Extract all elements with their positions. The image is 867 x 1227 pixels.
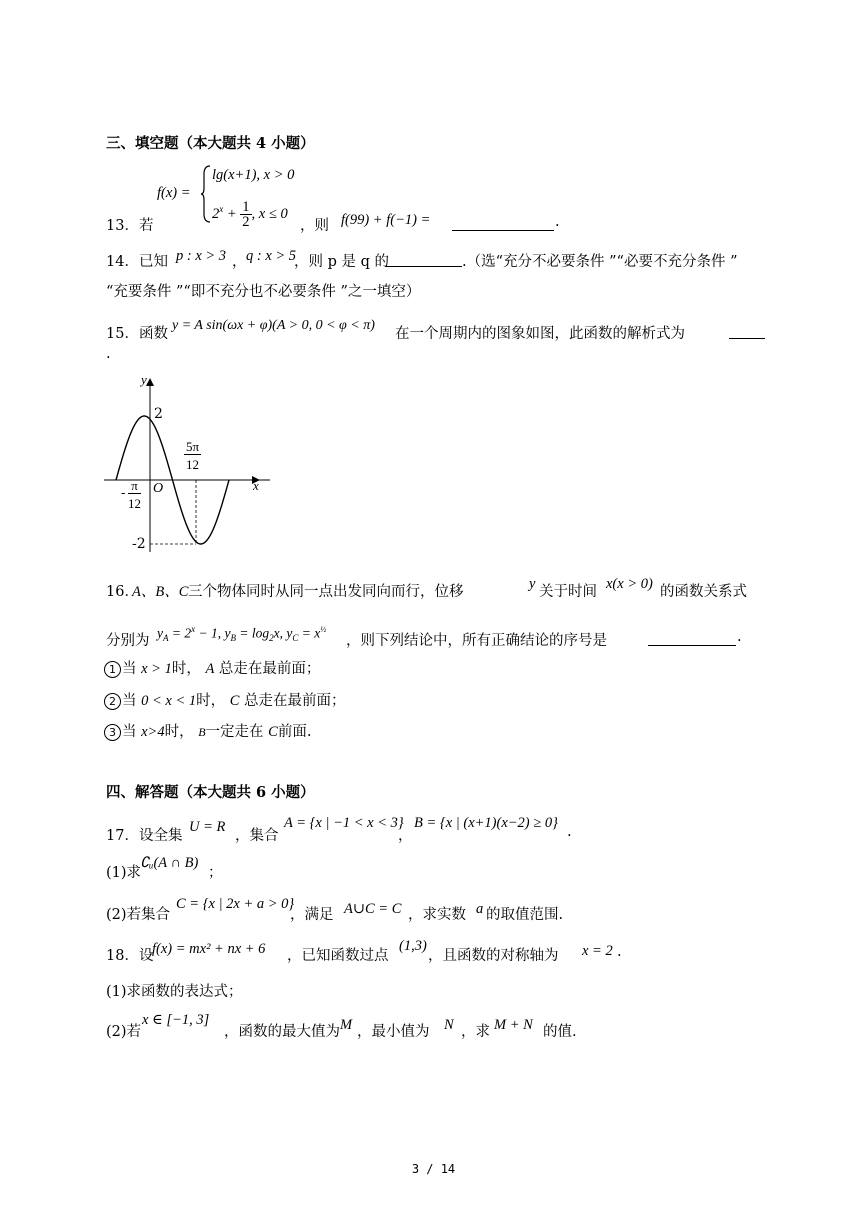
q16-end: . [737,629,742,645]
q18-part2b: ，函数的最大值为 [224,1024,340,1040]
q16-line1d: 的函数关系式 [660,584,747,600]
q18-number: 18．设 [106,948,154,964]
graph-min-label: -2 [132,536,146,552]
q18-range: x ∈ [−1, 3] [142,1012,210,1028]
q16-line1b: 三个物体同时从同一点出发同向而行，位移 [188,584,464,600]
q14-number: 14．已知 [106,254,168,270]
q18-part2a: (2)若 [106,1024,142,1040]
q13-then: ，则 [300,218,329,234]
q15-end: . [106,346,111,362]
q13-brace [200,164,212,224]
q15-answer-blank [729,324,765,339]
q18-line1c: ，且函数的对称轴为 [428,948,559,964]
q17-end: . [567,824,572,840]
q18-part2e: 的值. [543,1024,577,1040]
graph-left-tick-sign: - [121,486,126,501]
q13-fx: f(x) = [157,185,191,201]
q18-part1: (1)求函数的表达式； [106,984,243,1000]
q17-part2b: ，满足 [290,907,334,923]
q14-mid: ，则 p 是 q 的 [294,254,390,270]
q14-tail: .（选“充分不必要条件 ”“必要不充分条件 ” [462,254,738,270]
q13-end: . [555,214,560,230]
q17-line1b: ，集合 [235,828,279,844]
q16-abc: A、B、C [132,584,189,600]
q14-answer-blank [386,252,462,267]
q16-line2a: 分别为 [106,633,150,649]
q13-expression: f(99) + f(−1) = [341,212,431,228]
q17-part1b: ； [208,865,223,881]
q17-part1-expr: ∁ᵤ(A ∩ B) [140,855,199,871]
q18-m: M [340,1017,353,1033]
q18-line1b: ，已知函数过点 [287,948,389,964]
q16-formula: $y_A = 2^x - 1$, $y_B = \log_2x$, $y_C = x^{\frac{1}{2}}$ [157,624,327,644]
page-number: 3 / 14 [411,1162,456,1176]
q17-comma: ， [398,828,413,844]
graph-x-label: x [253,478,259,493]
q18-axis: x = 2 [582,943,613,959]
q17-set-a: A = {x | −1 < x < 3} [284,815,404,831]
q17-part2a: (2)若集合 [106,907,171,923]
q16-line1c: 关于时间 [539,584,597,600]
q18-part2d: ，求 [461,1024,490,1040]
q17-set-b: B = {x | (x+1)(x−2) ≥ 0} [414,815,558,831]
section-4-heading: 四、解答题（本大题共 6 小题） [106,784,315,801]
q14-p: p : x > 3 [176,248,227,264]
q17-part2c: ，求实数 [408,907,466,923]
q17-set-c: C = {x | 2x + a > 0} [176,896,295,912]
q15-number: 15．函数 [106,326,168,342]
graph-right-tick-label: $\frac{5\pi}{12}$ [186,439,200,472]
q15-text: 在一个周期内的图象如图，此函数的解析式为 [395,326,685,342]
q13-case2: 2$^x$ + $\frac{1}{2}$ , x ≤ 0 [212,199,288,230]
q16-item-2: 2 当 0 < x < 1时， C 总走在最前面； [104,689,346,710]
q15-formula: y = A sin(ωx + φ)(A > 0, 0 < φ < π) [172,318,375,333]
q18-sum: M + N [494,1017,533,1033]
q18-point: (1,3) [399,938,427,954]
q16-item-1: 1 当 x > 1时， A 总走在最前面； [104,657,320,678]
q18-part2c: ，最小值为 [357,1024,430,1040]
q14-line2: “充要条件 ”“即不充分也不必要条件 ”之一填空） [106,284,421,300]
q16-xcond: x(x > 0) [606,576,653,592]
q13-case1: lg(x+1), x > 0 [212,167,295,183]
q17-condition: A∪C = C [344,901,402,917]
q17-part1a: (1)求 [106,865,142,881]
q18-end: . [617,944,622,960]
q16-line2b: ，则下列结论中，所有正确结论的序号是 [346,633,607,649]
q14-q: q : x > 5 [246,248,297,264]
q17-a: a [476,901,484,917]
q18-n: N [444,1017,454,1033]
section-3-heading: 三、填空题（本大题共 4 小题） [106,135,315,152]
q17-universal-set: U = R [189,819,226,835]
q13-answer-blank [452,216,554,231]
q14-comma: ， [232,254,247,270]
q17-number: 17．设全集 [106,828,183,844]
q18-function: f(x) = mx² + nx + 6 [152,941,266,957]
graph-max-label: 2 [154,406,163,422]
q16-answer-blank [648,631,736,646]
graph-left-tick-label: $\frac{\pi}{12}$ [128,478,141,511]
q17-part2d: 的取值范围. [486,907,564,923]
graph-origin-label: O [153,481,164,496]
y-axis-arrow [146,378,154,386]
q16-y: y [529,576,536,592]
q16-item-3: 3 当 x>4时， B一定走在 C前面. [104,720,311,741]
q13-number: 13．若 [106,218,154,234]
graph-y-label: y [141,372,147,387]
q16-number: 16． [106,584,139,600]
